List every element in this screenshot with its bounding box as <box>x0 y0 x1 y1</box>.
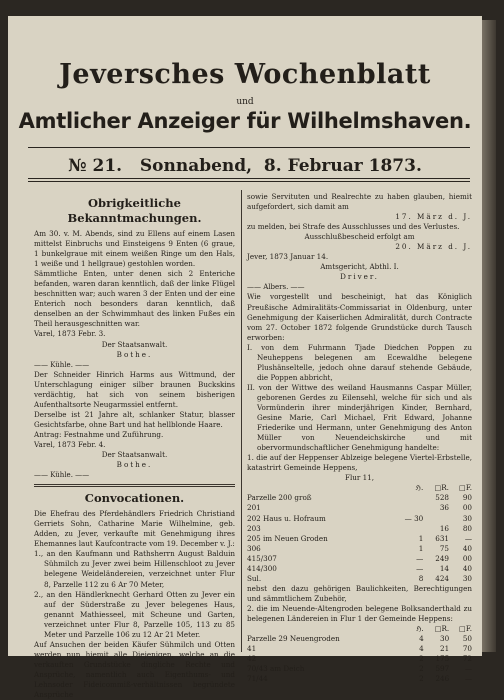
notice-harms-description: Derselbe ist 21 Jahre alt, schlanker Statur, blasser Gesichtsfarbe, ohne Bart und hat hellblonde Haare. <box>34 409 235 429</box>
convocation-penalty: zu melden, bei Strafe des Ausschlusses und des Verlustes. <box>247 222 460 232</box>
convocation-item-2: 2., an den Händlerknecht Gerhard Otten zu Jever ein auf der Süderstraße zu Jever belegenes Haus, genannt Mathiesseel, mit Scheune und Garten, verzeichnet unter Flur 8, Parzelle 105, 113 zu 85 Meter und Parzelle 106 zu 12 Ar 21 Meter. <box>34 589 235 639</box>
table-sum-row-cell: 30 <box>462 573 472 583</box>
table-row-cell: 00 <box>462 503 472 513</box>
flur-label: Flur 11, <box>344 473 375 483</box>
rule-top <box>28 147 470 148</box>
signature-office: Der Staatsanwalt. <box>101 339 168 349</box>
admiralty-parcel-intro-2: 2. die im Neuende-Altengroden belegene Bolksanderthald zu belegenen Ländereien in Flur 1 der Gemeinde Heppens: <box>247 603 472 623</box>
table-row-cell: 201 <box>247 503 261 513</box>
admiralty-item-1: I. von dem Fuhrmann Tjade Diedchen Poppen zu Neuheppens belegenen am Ecewaldhe belegene Plushänseltelle, jedoch ohne darauf stehende Gebäude, die Poppen abbricht, <box>247 342 472 382</box>
table-row <box>247 554 472 564</box>
table-row-cell: 597 <box>435 664 450 674</box>
convocation-continued: sowie Servituten und Realrechte zu haben glauben, hiemit aufgefordert, sich damit am <box>247 192 472 212</box>
rule-mid-b <box>28 181 470 182</box>
table-row-cell: — <box>416 553 424 563</box>
table-row-cell: 4 <box>419 634 424 644</box>
newspaper-page <box>8 16 482 700</box>
table-row-cell: 41 <box>247 644 257 654</box>
table-row <box>247 514 472 524</box>
table-row-cell: 16 <box>439 523 449 533</box>
table-row-cell: 306 <box>247 543 261 553</box>
table-sum-row-cell: 8 <box>418 573 424 583</box>
table-header-cell: ℌ. <box>415 624 424 634</box>
table-row <box>247 524 472 534</box>
admiralty-appendix: nebst den dazu gehörigen Baulichkeiten, Berechtigungen und sämmtlichem Zubehör, <box>247 583 472 603</box>
table-row-cell: 249 <box>435 553 449 563</box>
table-row <box>247 544 472 554</box>
table-sum-row <box>247 574 472 584</box>
masthead-und: und <box>236 97 254 107</box>
table-row <box>247 634 472 644</box>
notice-ducks: Am 30. v. M. Abends, sind zu Ellens auf einem Lasen mittelst Einbruchs und Einsteigens 9 Enten (6 graue, 1 bunkelgraue mit einem weißen Ringe um den Hals, 1 weiße und 1 hellgraue) gestohlen worden. <box>34 229 235 269</box>
table-row-cell: 414/300 <box>247 563 277 573</box>
table-row-cell: 2 <box>419 674 424 684</box>
table-row-cell: 415/307 <box>247 553 277 563</box>
table-row <box>247 493 472 503</box>
table-row-cell: 40 <box>462 543 472 553</box>
table-row-cell: 75 <box>439 543 449 553</box>
signature-name: Bothe. <box>116 349 153 359</box>
issue-date: 8. Februar 1873. <box>263 156 422 176</box>
table-row-cell <box>390 493 423 503</box>
masthead-title: Jeversches Wochenblatt <box>59 59 431 90</box>
section-divider <box>34 484 235 487</box>
admiralty-notice: Wie vorgestellt und bescheinigt, hat das Königlich Preußische Admiralitäts-Commissariat in Oldenburg, unter Genehmigung der Kaiserlichen Admiralität, durch Contracte vom 27. October 1872 folgende Grundstücke durch Tausch erworben: <box>247 292 472 342</box>
table-row-cell: — <box>416 563 424 573</box>
heading-convocationen: Convocationen. <box>84 491 185 506</box>
table-row <box>247 534 472 544</box>
table-row-cell: — <box>464 533 472 543</box>
table-row <box>247 503 472 513</box>
table-header-cell <box>247 624 410 634</box>
ornament-kuehle: —— Kühle. —— <box>34 360 90 369</box>
ornament-albers: —— Albers. —— <box>247 283 305 292</box>
table-row-cell: 36 <box>439 503 449 513</box>
table-header-cell: □F. <box>459 483 472 493</box>
table-row <box>247 644 472 654</box>
notice-harms-request: Antrag: Festnahme und Zuführung. <box>34 429 164 439</box>
table-header-cell: ℌ. <box>415 483 424 493</box>
admiralty-item-2: II. von der Wittwe des weiland Hausmanns Caspar Müller, geborenen Gerdes zu Eilensehl, welche für sich und als Vormünderin ihrer minderjährigen Kinder, Bernhard, Gesine Marie, Carl Michael, Frit Edward, Johanne Friederike und Hermann, unter Genehmigung des Anton Müller von Neuendeichskirche und mit obervormundschaftlicher Genehmigung handelte: <box>247 382 472 453</box>
signature-place-3: Jever, 1873 Januar 14. <box>247 252 329 262</box>
table-row-cell: 30 <box>462 513 472 523</box>
table-row <box>247 654 472 664</box>
parcel-table-body <box>247 483 472 583</box>
heading-bekanntmachungen: Obrigkeitliche Bekanntmachungen. <box>67 196 202 225</box>
table-sum-row-cell: 424 <box>435 573 449 583</box>
table-row-cell: 2 <box>419 664 424 674</box>
table-header <box>247 624 472 634</box>
table-row-cell <box>390 503 423 513</box>
table-header-cell <box>247 483 390 493</box>
signature-office-3: Amtsgericht, Abthl. I. <box>320 262 399 272</box>
table-row-cell <box>390 524 423 534</box>
signature-place-2: Varel, 1873 Febr. 4. <box>34 439 106 449</box>
table-header-cell: □R. <box>434 624 450 634</box>
table-row-cell: — <box>464 664 472 674</box>
table-row-cell: 70/43 am Deich <box>247 664 305 674</box>
admiralty-parcel-intro: 1. die auf der Heppenser Ablzeige belegene Viertel-Erbstelle, katastrirt Gemeinde Heppens, <box>247 453 472 473</box>
table-row-cell: 90 <box>462 493 472 503</box>
table-header <box>247 483 472 493</box>
rule-mid-a <box>28 178 470 179</box>
table-row-cell: 72 <box>462 654 472 664</box>
signature-office-2: Der Staatsanwalt. <box>101 450 168 460</box>
table-row-cell: 205 im Neuen Groden <box>247 533 328 543</box>
dateline <box>8 156 482 176</box>
table-row-cell: 1 <box>418 543 424 553</box>
parcel-table-2-body <box>247 624 472 684</box>
masthead-subtitle: Amtlicher Anzeiger für Wilhelmshaven. <box>18 109 472 133</box>
table-row-cell: Parzelle 200 groß <box>247 493 312 503</box>
ruling-note: Ausschlußbescheid erfolgt am <box>304 232 415 242</box>
table-header-cell: □R. <box>434 483 449 493</box>
parcel-table <box>247 483 472 583</box>
table-row-cell: 30 <box>440 634 450 644</box>
convocation-intro: Die Ehefrau des Pferdehändlers Friedrich Christiand Gerriets Sohn, Catharine Marie Wilhelmine, geb. Adden, zu Jever, verkaufte mit Genehmigung ihres Ehemannes laut Kaufcontracte vom 19. December v. J.: <box>34 509 235 549</box>
table-row-cell: 202 Haus u. Hofraum <box>247 513 326 523</box>
table-row-cell: 4 <box>419 644 424 654</box>
table-row-cell: 42 <box>247 654 257 664</box>
table-row-cell: 70 <box>462 644 472 654</box>
table-row-cell: 528 <box>435 493 449 503</box>
parcel-table-2 <box>247 624 472 684</box>
table-sum-row-cell: Sul. <box>247 573 262 583</box>
table-row-cell: 631 <box>435 533 449 543</box>
table-row-cell: 246 <box>435 674 450 684</box>
table-row-cell: 175 <box>435 654 450 664</box>
table-header-cell: □F. <box>459 624 472 634</box>
table-row-cell: 80 <box>462 523 472 533</box>
right-column <box>247 192 472 684</box>
weekday: Sonnabend, <box>139 156 253 176</box>
notice-harms: Der Schneider Hinrich Harms aus Wittmund, der Unterschlagung einiger silber braunen Buckskins verdächtig, hat sich von seinem bisherigen Aufenthaltsorte Neugarmssiel entfernt. <box>34 369 235 409</box>
table-row-cell: Parzelle 29 Neuengroden <box>247 634 340 644</box>
table-row-cell: 14 <box>439 563 449 573</box>
table-row-cell: 50 <box>462 634 472 644</box>
column-divider <box>241 190 242 652</box>
signature-place: Varel, 1873 Febr. 3. <box>34 329 106 339</box>
ruling-date: 20. März d. J. <box>395 242 472 252</box>
table-row <box>247 664 472 674</box>
notice-ducks-detail: Sämmtliche Enten, unter denen sich 2 Enteriche befanden, waren daran kenntlich, daß der linke Flügel beschnitten war; auch waren 3 der Enten und der eine Enterich noch besonders daran kenntlich, daß denselben an der Schwimmhaut des linken Fußes ein Theil herausgeschnitten war. <box>34 269 235 329</box>
table-row-cell: 2 <box>419 654 424 664</box>
signature-name-3: Driver. <box>340 272 379 282</box>
table-row-cell: 21 <box>440 644 450 654</box>
page-edge <box>482 20 496 652</box>
table-row-cell: 40 <box>462 563 472 573</box>
table-row-cell: 1 <box>418 533 424 543</box>
signature-name-2: Bothe. <box>116 460 153 470</box>
ornament-kuehle-2: —— Kühle. —— <box>34 471 90 480</box>
table-row-cell <box>423 514 449 524</box>
table-row-cell: 71/44 <box>247 674 268 684</box>
convocation-item-1: 1., an den Kaufmann und Rathsherrn August Balduin Sühmilch zu Jever zwei beim Hillenschloot zu Jever belegene Weideländereien, verzeichnet unter Flur 8, Parzelle 112 zu 6 Ar 70 Meter, <box>34 549 235 589</box>
table-row-cell: 203 <box>247 523 261 533</box>
deadline-date: 17. März d. J. <box>395 212 472 222</box>
convocation-call: Auf Ansuchen der beiden Käufer Sühmilch und Otten werden nun hiemit alle Diejenigen, welche an die verkauften Grundstücke dingliche Rechte und Ansprüche, namentlich auch Eigenthums- und Lehnsoder Fideicommiß-verhältnissen begründete Ansprüche <box>34 639 235 700</box>
table-row-cell: 00 <box>462 553 472 563</box>
left-column <box>34 192 235 700</box>
table-row <box>247 564 472 574</box>
issue-number: № 21. <box>68 156 123 176</box>
table-row-cell: — <box>464 674 472 684</box>
table-row <box>247 674 472 684</box>
table-row-cell: — 30 <box>404 513 424 523</box>
